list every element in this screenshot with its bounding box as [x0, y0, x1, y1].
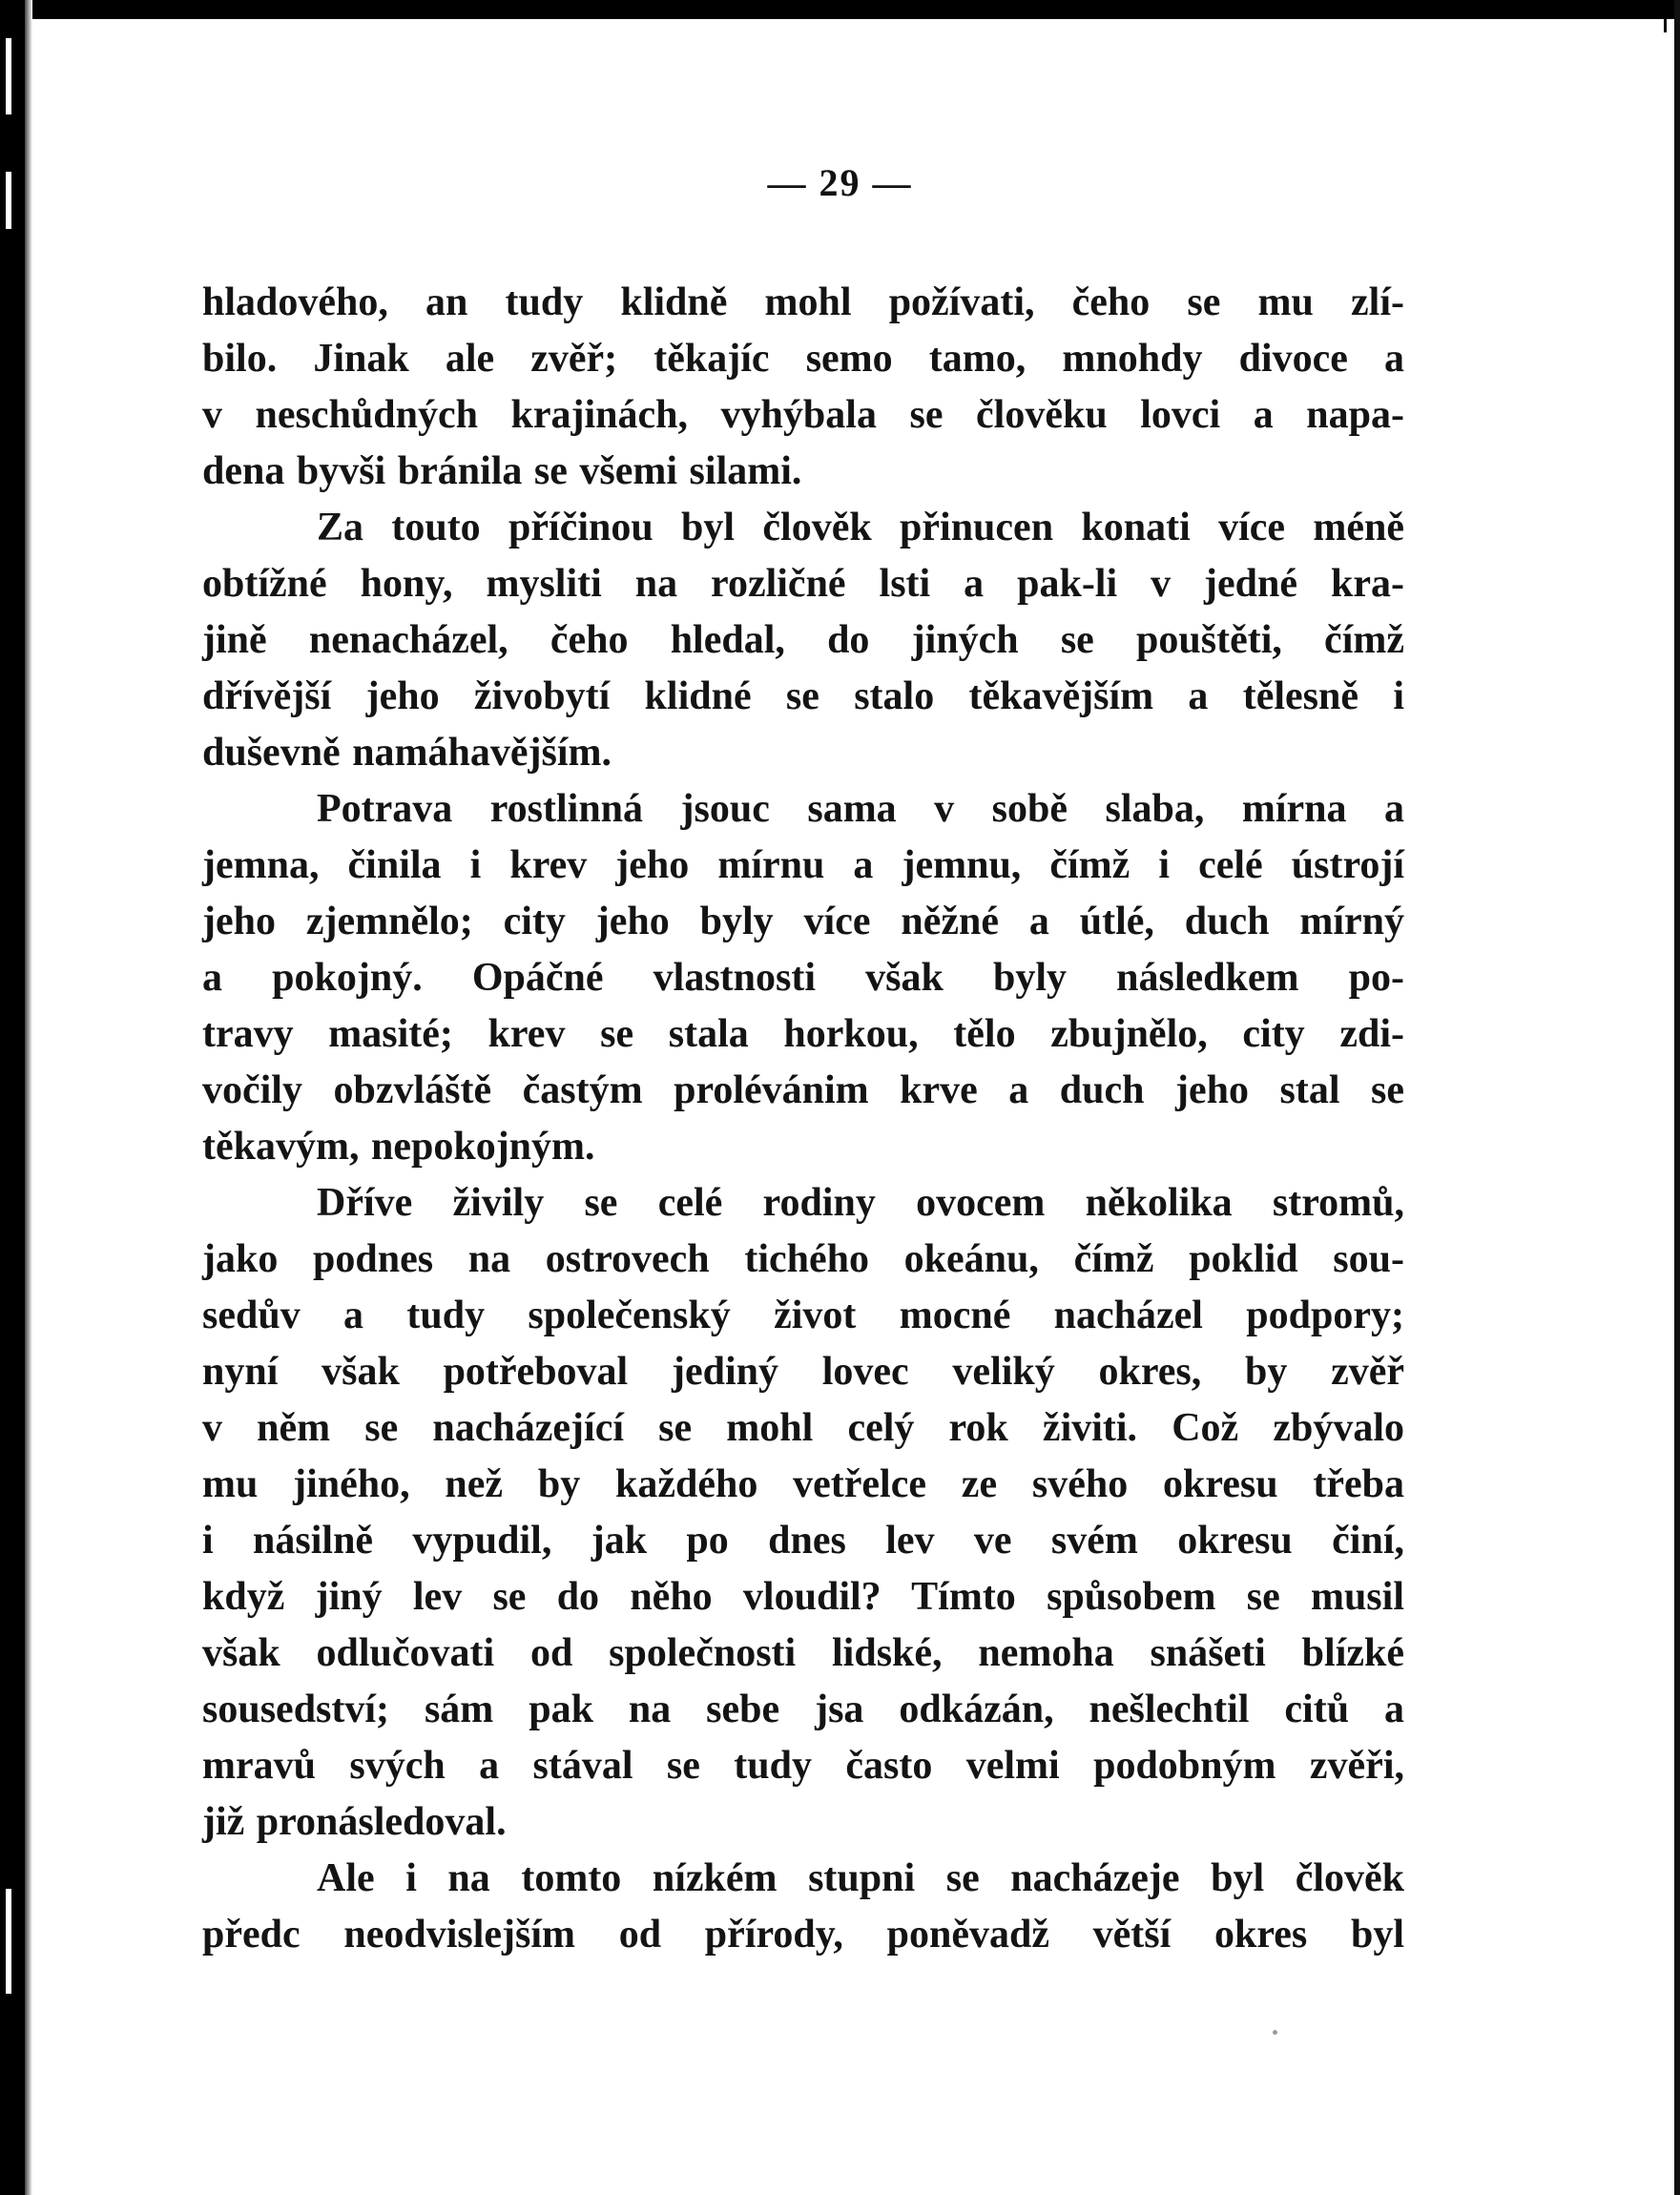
scan-border-top	[0, 0, 1680, 19]
text-line: hladového, an tudy klidně mohl požívati, čeho se mu zlí-	[202, 280, 1404, 324]
text-line: dřívější jeho živobytí klidné se stalo těkavějším a tělesně i	[202, 674, 1404, 718]
text-line: však odlučovati od společnosti lidské, nemoha snášeti blízké	[202, 1631, 1404, 1675]
text-line: obtížné hony, mysliti na rozličné lsti a pak-li v jedné kra-	[202, 562, 1404, 606]
text-line: dena byvši bránila se všemi silami.	[202, 449, 802, 493]
text-line: i násilně vypudil, jak po dnes lev ve svém okresu činí,	[202, 1519, 1404, 1563]
text-line: bilo. Jinak ale zvěř; těkajíc semo tamo, mnohdy divoce a	[202, 337, 1404, 381]
text-line: sousedství; sám pak na sebe jsa odkázán, nešlechtil citů a	[202, 1688, 1404, 1731]
text-line: jeho zjemnělo; city jeho byly více něžné a útlé, duch mírný	[202, 900, 1404, 943]
text-line: Dříve živily se celé rodiny ovocem několika stromů,	[317, 1181, 1404, 1225]
scan-speck	[1273, 2030, 1277, 2035]
text-line: jako podnes na ostrovech tichého okeánu, čímž poklid sou-	[202, 1237, 1404, 1281]
scan-mark-left	[6, 38, 11, 114]
text-line: mravů svých a stával se tudy často velmi podobným zvěři,	[202, 1744, 1404, 1788]
body-text	[202, 275, 1404, 1963]
text-line: duševně namáhavějším.	[202, 731, 612, 775]
scan-border-left	[0, 0, 25, 2195]
text-line: jině nenacházel, čeho hledal, do jiných se pouštěti, čímž	[202, 618, 1404, 662]
text-line: když jiný lev se do něho vloudil? Tímto spůsobem se musil	[202, 1575, 1404, 1619]
text-line: těkavým, nepokojným.	[202, 1125, 595, 1169]
text-line: vočily obzvláště častým prolévánim krve a duch jeho stal se	[202, 1068, 1404, 1112]
text-line: a pokojný. Opáčné vlastnosti však byly následkem po-	[202, 956, 1404, 1000]
text-line: nyní však potřeboval jediný lovec veliký okres, by zvěř	[202, 1350, 1404, 1394]
text-line: sedův a tudy společenský život mocné nacházel podpory;	[202, 1294, 1404, 1337]
text-line: travy masité; krev se stala horkou, tělo zbujnělo, city zdi-	[202, 1012, 1404, 1056]
text-line: již pronásledoval.	[202, 1800, 507, 1844]
text-line: Za touto příčinou byl člověk přinucen konati více méně	[317, 506, 1404, 549]
scan-mark-right	[1664, 8, 1667, 32]
text-line: v neschůdných krajinách, vyhýbala se člověku lovci a napa-	[202, 393, 1404, 437]
text-line: mu jiného, než by každého vetřelce ze svého okresu třeba	[202, 1462, 1404, 1506]
text-line: v něm se nacházející se mohl celý rok živiti. Což zbývalo	[202, 1406, 1404, 1450]
scan-mark-left	[6, 1889, 11, 1994]
page-number: — 29 —	[767, 161, 913, 204]
scan-shadow-left	[25, 0, 32, 2195]
text-line: jemna, činila i krev jeho mírnu a jemnu, čímž i celé ústrojí	[202, 843, 1404, 887]
scan-border-right	[1674, 0, 1680, 2195]
text-line: Ale i na tomto nízkém stupni se nacházeje byl člověk	[317, 1856, 1404, 1900]
text-line: Potrava rostlinná jsouc sama v sobě slaba, mírna a	[317, 787, 1404, 831]
text-line: předc neodvislejším od přírody, poněvadž větší okres byl	[202, 1913, 1404, 1957]
